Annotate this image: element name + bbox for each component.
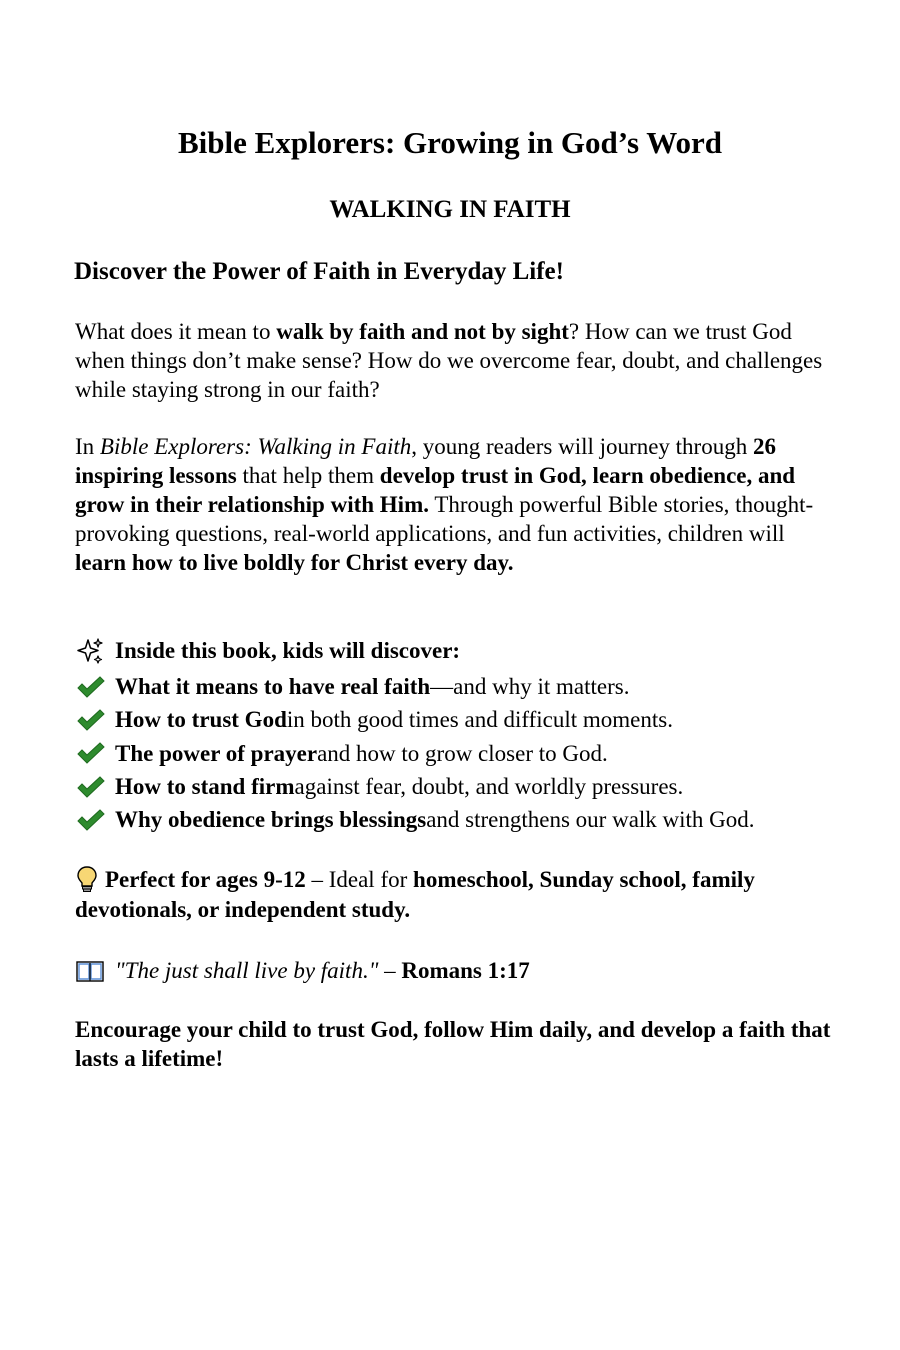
list-item <box>75 670 865 703</box>
list-item-bold: How to stand firm <box>115 773 295 799</box>
list-item-bold: How to trust God <box>115 707 287 733</box>
ages-bold-1: Perfect for ages 9-12 <box>105 867 306 892</box>
ages-paragraph <box>75 865 835 925</box>
desc-bold-1: 26 inspiring lessons <box>75 434 776 488</box>
verse-reference: Romans 1:17 <box>401 958 530 983</box>
intro-text-1: What does it mean to <box>75 319 277 344</box>
desc-text-2: , young readers will journey through <box>411 434 753 459</box>
list-item-text: in both good times and difficult moments. <box>286 707 673 733</box>
ages-bold-2: homeschool, Sunday school, family devotionals, or independent study. <box>75 867 755 922</box>
ages-text-1: – Ideal for <box>305 867 414 892</box>
checkmark-icon <box>75 773 105 801</box>
desc-text-4: Through powerful Bible stories, thought-provoking questions, real-world applications, and fun activities, children will <box>75 492 814 546</box>
tagline: Discover the Power of Faith in Everyday Life! <box>74 258 564 285</box>
list-item-bold: The power of prayer <box>115 740 318 766</box>
list-item-text: against fear, doubt, and worldly pressures. <box>294 773 684 799</box>
desc-book-title: Bible Explorers: Walking in Faith <box>99 434 412 459</box>
list-item-text: and how to grow closer to God. <box>317 740 608 766</box>
intro-text-2: ? How can we trust God when things don’t make sense? How do we overcome fear, doubt, and challenges while staying strong in our faith? <box>75 319 823 402</box>
checkmark-icon <box>75 806 105 834</box>
list-item <box>75 803 865 836</box>
list-item-bold: Why obedience brings blessings <box>115 807 427 833</box>
sparkles-icon <box>75 637 105 665</box>
desc-text-1: In <box>75 434 100 459</box>
desc-bold-3: learn how to live boldly for Christ every day. <box>75 550 514 575</box>
open-book-icon <box>75 957 105 985</box>
book-subtitle: WALKING IN FAITH <box>329 196 571 223</box>
verse-dash: – <box>378 958 402 983</box>
desc-text-3: that help them <box>236 463 380 488</box>
checkmark-icon <box>75 706 105 734</box>
list-item <box>75 737 865 770</box>
scripture-verse <box>75 956 530 986</box>
discover-heading <box>75 636 460 666</box>
discover-list <box>75 670 865 836</box>
closing-statement: Encourage your child to trust God, follow Him daily, and develop a faith that lasts a lifetime! <box>75 1017 831 1071</box>
intro-paragraph <box>75 317 835 404</box>
list-item-bold: What it means to have real faith <box>115 674 431 699</box>
list-item-text: and strengthens our walk with God. <box>426 807 755 833</box>
list-item <box>75 770 865 803</box>
checkmark-icon <box>75 673 105 701</box>
checkmark-icon <box>75 739 105 767</box>
intro-bold-1: walk by faith and not by sight <box>276 319 569 344</box>
list-item <box>75 703 865 736</box>
verse-quote: "The just shall live by faith." <box>115 958 379 983</box>
lightbulb-icon <box>75 865 99 893</box>
discover-heading-text: Inside this book, kids will discover: <box>115 638 461 663</box>
page-title: Bible Explorers: Growing in God’s Word <box>177 125 722 160</box>
desc-bold-2: develop trust in God, learn obedience, and grow in their relationship with Him. <box>75 463 796 517</box>
description-paragraph <box>75 432 835 577</box>
list-item-text: —and why it matters. <box>430 674 630 699</box>
